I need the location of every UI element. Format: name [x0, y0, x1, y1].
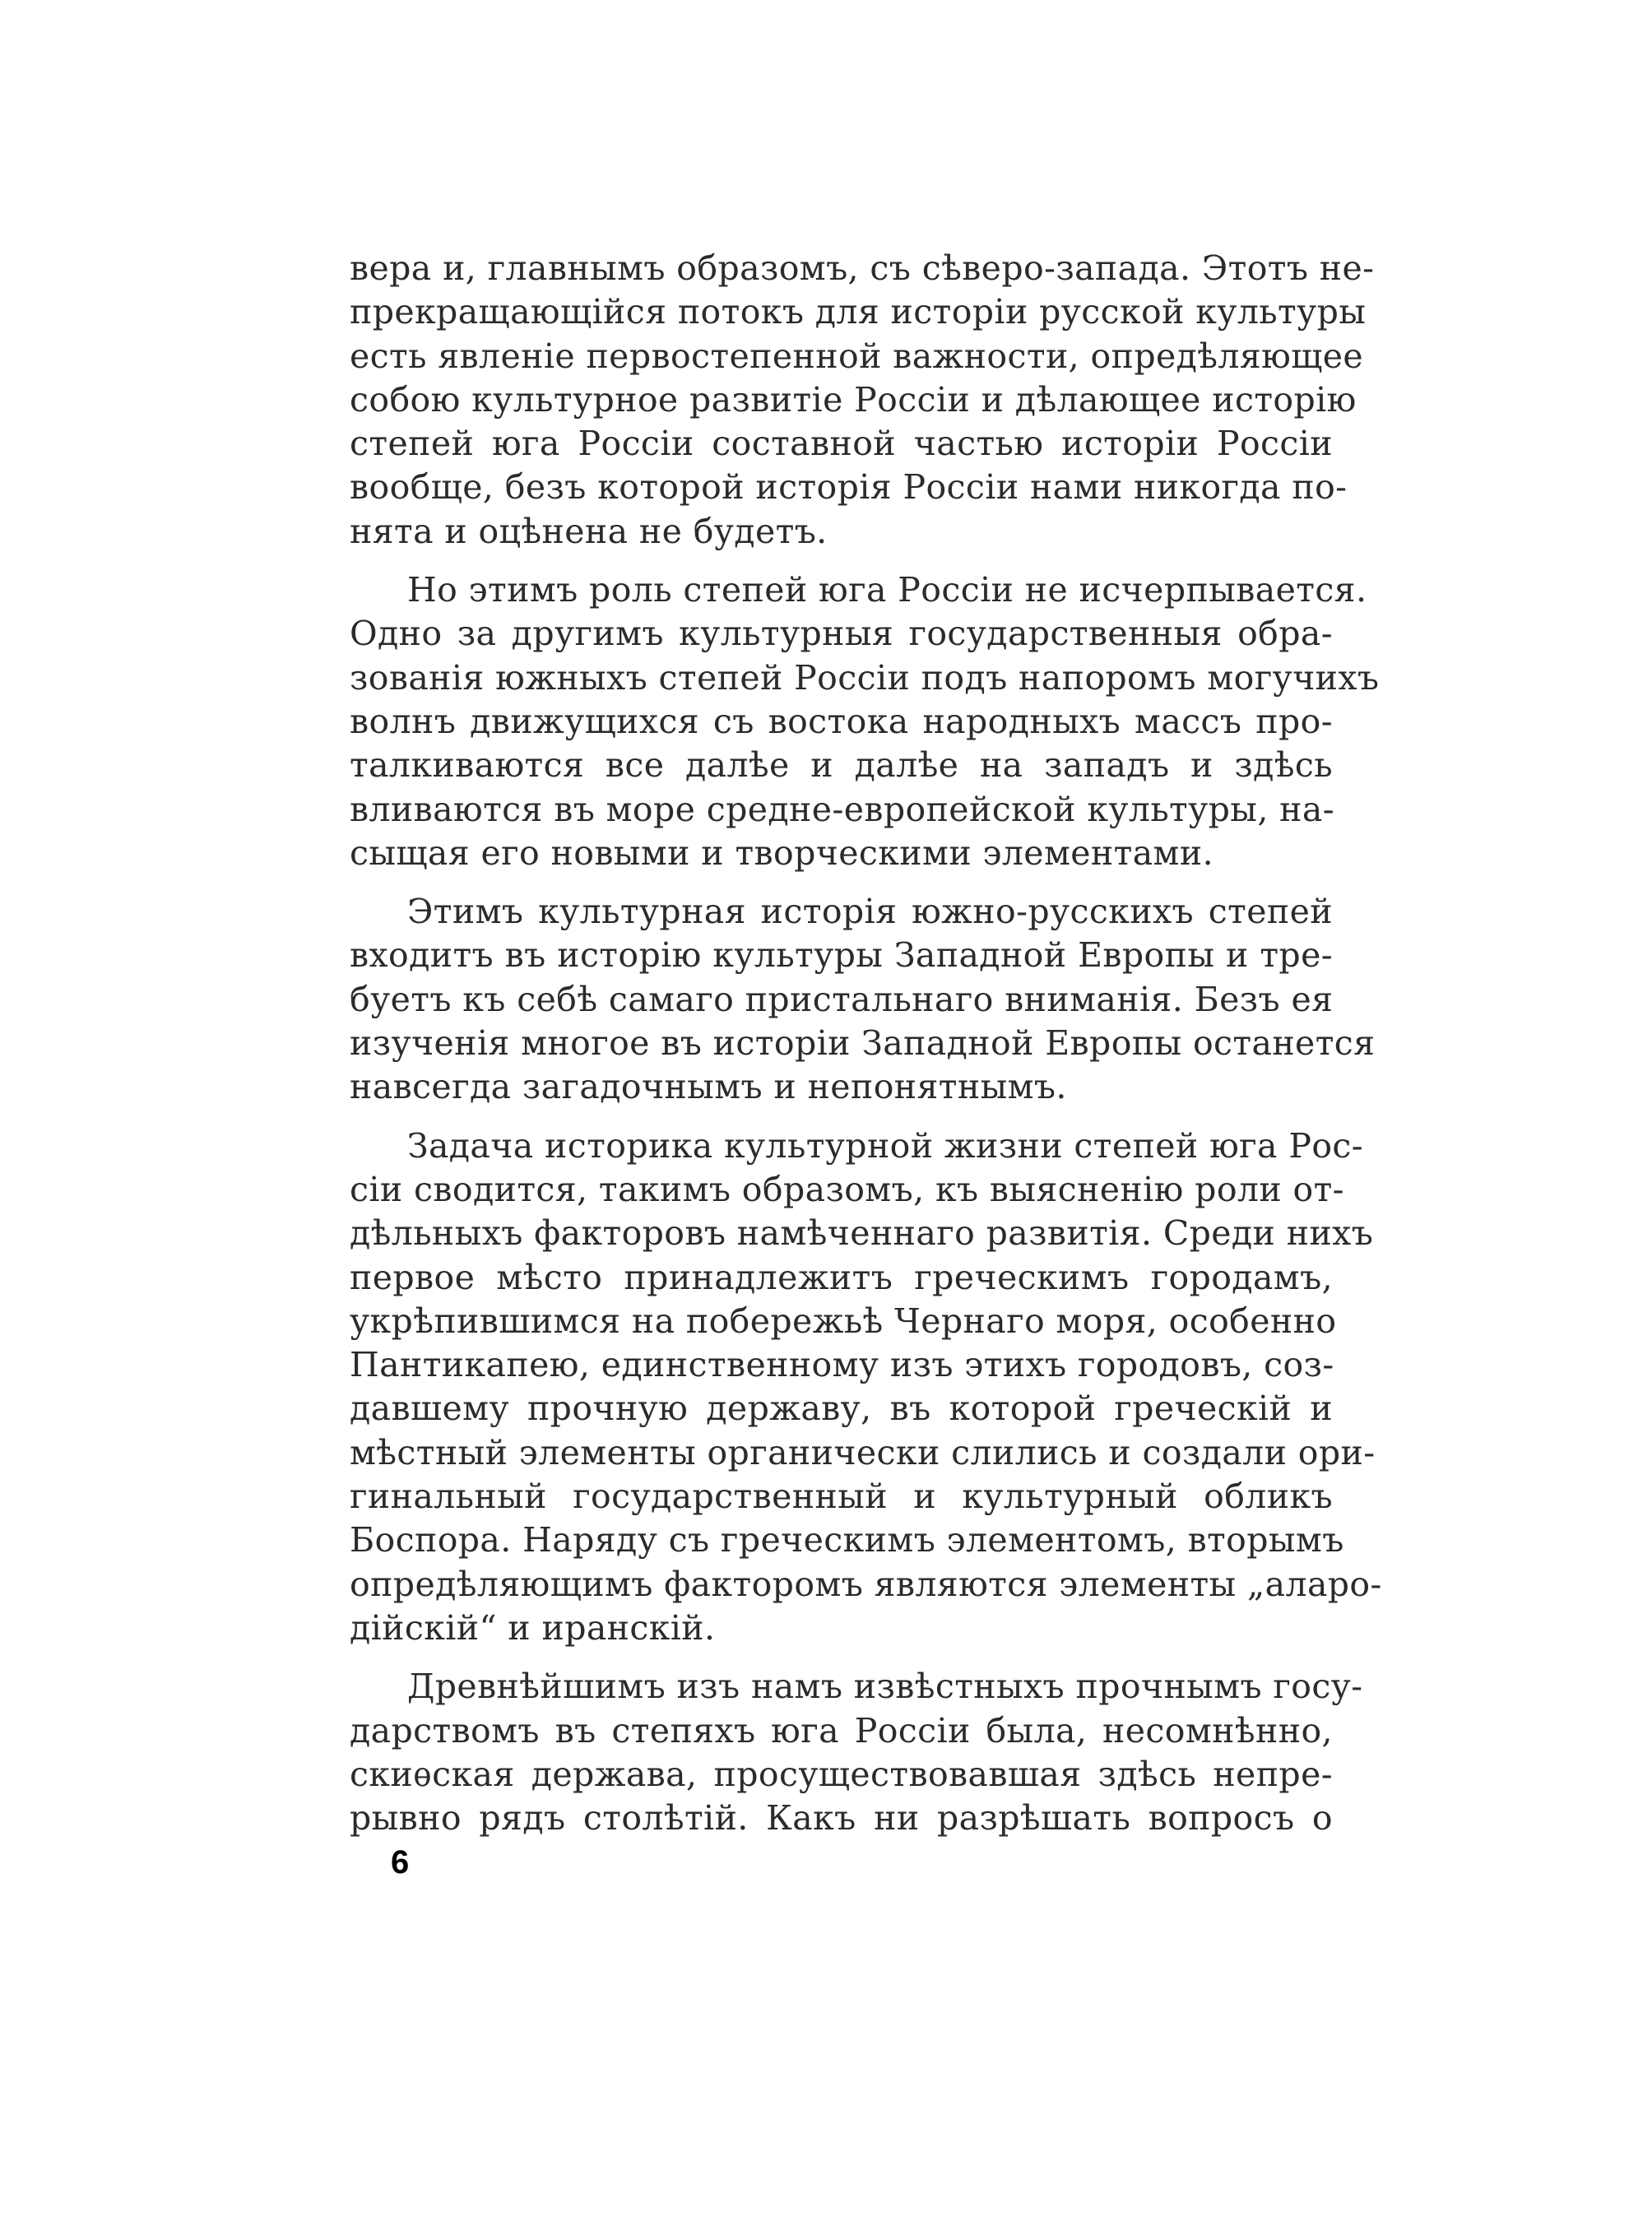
text-line: изученія многое въ исторіи Западной Европы останется: [350, 1023, 1376, 1064]
text-line: дійскій“ и иранскій.: [350, 1607, 716, 1648]
text-line: входитъ въ исторію культуры Западной Европы и тре-: [350, 935, 1333, 976]
text-line: мѣстный элементы органически слились и создали ори-: [350, 1432, 1376, 1472]
text-line: укрѣпившимся на побережьѣ Чернаго моря, особенно: [350, 1301, 1337, 1341]
text-line: Задача историка культурной жизни степей юга Рос-: [407, 1125, 1364, 1166]
text-line: буетъ къ себѣ самаго пристальнаго вниманія. Безъ ея: [350, 979, 1334, 1019]
text-line: вливаются въ море средне-европейской культуры, на-: [350, 789, 1335, 829]
text-line: дѣльныхъ факторовъ намѣченнаго развитія. Среди нихъ: [350, 1213, 1374, 1254]
paragraph-5: [350, 1665, 1363, 1840]
text-line: Этимъ культурная исторія южно-русскихъ степей: [407, 892, 1333, 932]
paragraph-3: [350, 890, 1376, 1109]
text-line: навсегда загадочнымъ и непонятнымъ.: [350, 1067, 1067, 1107]
text-line: нята и оцѣнена не будетъ.: [350, 511, 828, 551]
text-line: собою культурное развитіе Россіи и дѣлающее исторію: [350, 379, 1357, 420]
page-number: 6: [391, 1844, 410, 1880]
text-line: опредѣляющимъ факторомъ являются элементы „аларо-: [350, 1564, 1382, 1604]
text-line: вера и, главнымъ образомъ, съ сѣверо-запада. Этотъ не-: [350, 248, 1375, 288]
text-line: гинальный государственный и культурный обликъ: [350, 1477, 1333, 1517]
paragraph-2: [350, 568, 1380, 875]
text-line: рывно рядъ столѣтій. Какъ ни разрѣшать вопросъ о: [350, 1798, 1333, 1839]
text-line: Древнѣйшимъ изъ намъ извѣстныхъ прочнымъ госу-: [407, 1667, 1363, 1707]
text-line: давшему прочную державу, въ которой греческій и: [350, 1389, 1333, 1429]
text-line: волнъ движущихся съ востока народныхъ массъ про-: [350, 701, 1333, 741]
text-line: Одно за другимъ культурныя государственныя обра-: [350, 614, 1333, 654]
text-line: дарствомъ въ степяхъ юга Россіи была, несомнѣнно,: [350, 1710, 1333, 1750]
text-line: степей юга Россіи составной частью исторіи Россіи: [350, 424, 1333, 464]
text-line: прекращающійся потокъ для исторіи русской культуры: [350, 292, 1367, 332]
text-line: скиѳская держава, просуществовавшая здѣсь непре-: [350, 1754, 1333, 1794]
paragraph-4: [350, 1124, 1382, 1651]
body-text: [350, 247, 1382, 1840]
paragraph-1: [350, 247, 1375, 554]
text-line: талкиваются все далѣе и далѣе на западъ и здѣсь: [350, 745, 1333, 786]
text-line: зованія южныхъ степей Россіи подъ напоромъ могучихъ: [350, 657, 1380, 698]
text-line: есть явленіе первостепенной важности, опредѣляющее: [350, 336, 1364, 376]
text-line: сіи сводится, такимъ образомъ, къ выясненію роли от-: [350, 1169, 1344, 1209]
text-line: Но этимъ роль степей юга Россіи не исчерпывается.: [407, 570, 1367, 610]
text-line: первое мѣсто принадлежитъ греческимъ городамъ,: [350, 1257, 1333, 1297]
text-line: Боспора. Наряду съ греческимъ элементомъ, вторымъ: [350, 1520, 1344, 1560]
text-line: сыщая его новыми и творческими элементами.: [350, 832, 1214, 873]
text-line: вообще, безъ которой исторія Россіи нами никогда по-: [350, 467, 1348, 508]
text-line: Пантикапею, единственному изъ этихъ городовъ, соз-: [350, 1345, 1334, 1385]
